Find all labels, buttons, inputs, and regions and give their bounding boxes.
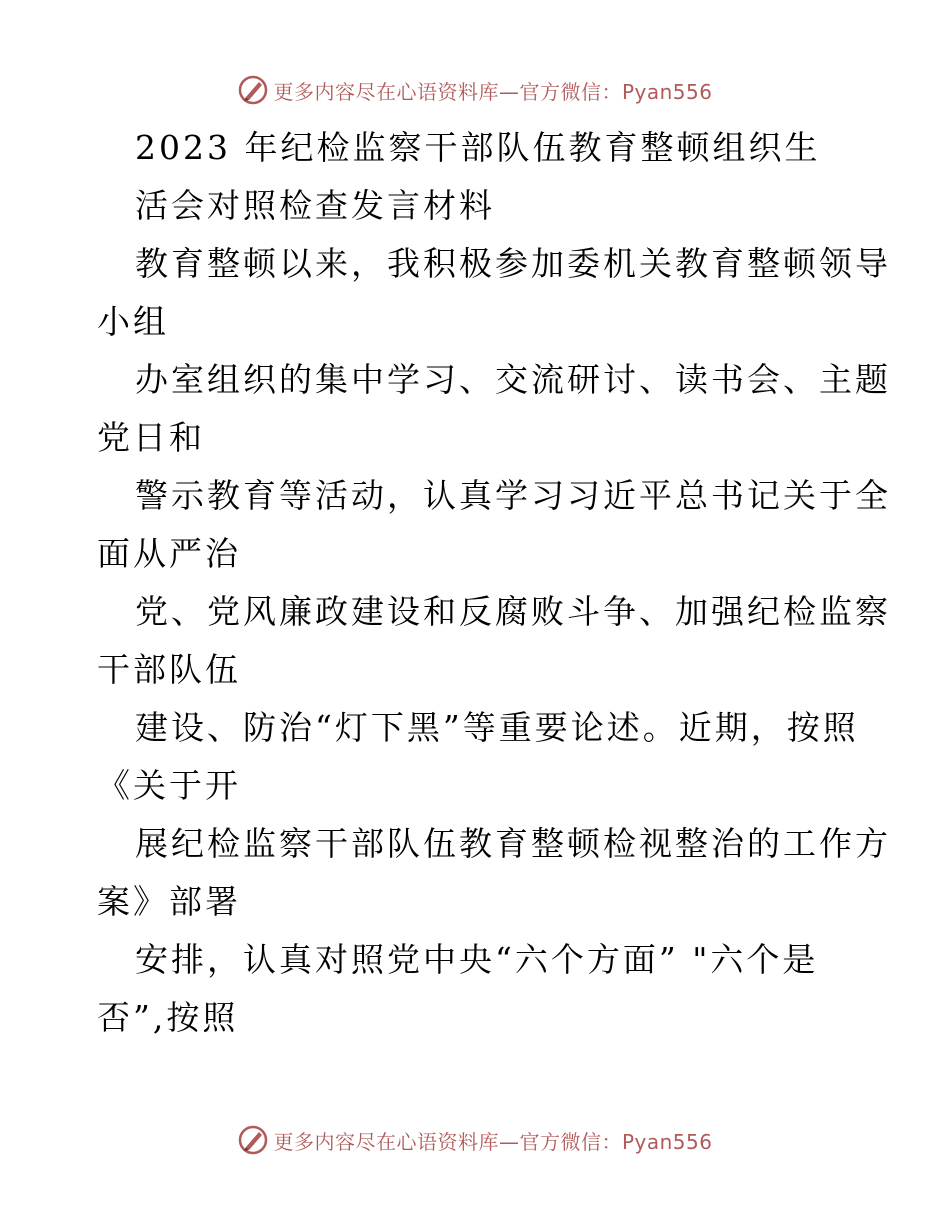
- header-watermark: [0, 70, 950, 110]
- paragraph-line: 党日和: [97, 418, 205, 457]
- paragraph-line: 党、党风廉政建设和反腐败斗争、加强纪检监察: [135, 592, 891, 631]
- pen-logo-icon: [237, 1124, 269, 1156]
- footer-watermark-text: 更多内容尽在心语资料库—官方微信：Pyan556: [273, 1129, 713, 1154]
- paragraph-line: 否”,按照: [97, 998, 239, 1037]
- paragraph-line: 小组: [97, 302, 169, 341]
- paragraph-line: 展纪检监察干部队伍教育整顿检视整治的工作方: [135, 824, 891, 863]
- paragraph-line: 警示教育等活动，认真学习习近平总书记关于全: [135, 476, 891, 515]
- paragraph-line: 《关于开: [97, 766, 241, 805]
- title-line-1: 2023 年纪检监察干部队伍教育整顿组织生: [135, 128, 821, 167]
- paragraph-line: 安排，认真对照党中央“六个方面” "六个是: [135, 940, 819, 979]
- paragraph-line: 案》部署: [97, 882, 241, 921]
- header-watermark-text: 更多内容尽在心语资料库—官方微信：Pyan556: [273, 79, 713, 104]
- paragraph-line: 面从严治: [97, 534, 241, 573]
- title-line-2: 活会对照检查发言材料: [135, 186, 495, 225]
- paragraph-line: 建设、防治“灯下黑”等重要论述。近期，按照: [135, 708, 859, 747]
- paragraph-line: 教育整顿以来，我积极参加委机关教育整顿领导: [135, 244, 891, 283]
- paragraph-line: 办室组织的集中学习、交流研讨、读书会、主题: [135, 360, 891, 399]
- footer-watermark: [0, 1120, 950, 1160]
- pen-logo-icon: [237, 74, 269, 106]
- paragraph-line: 干部队伍: [97, 650, 241, 689]
